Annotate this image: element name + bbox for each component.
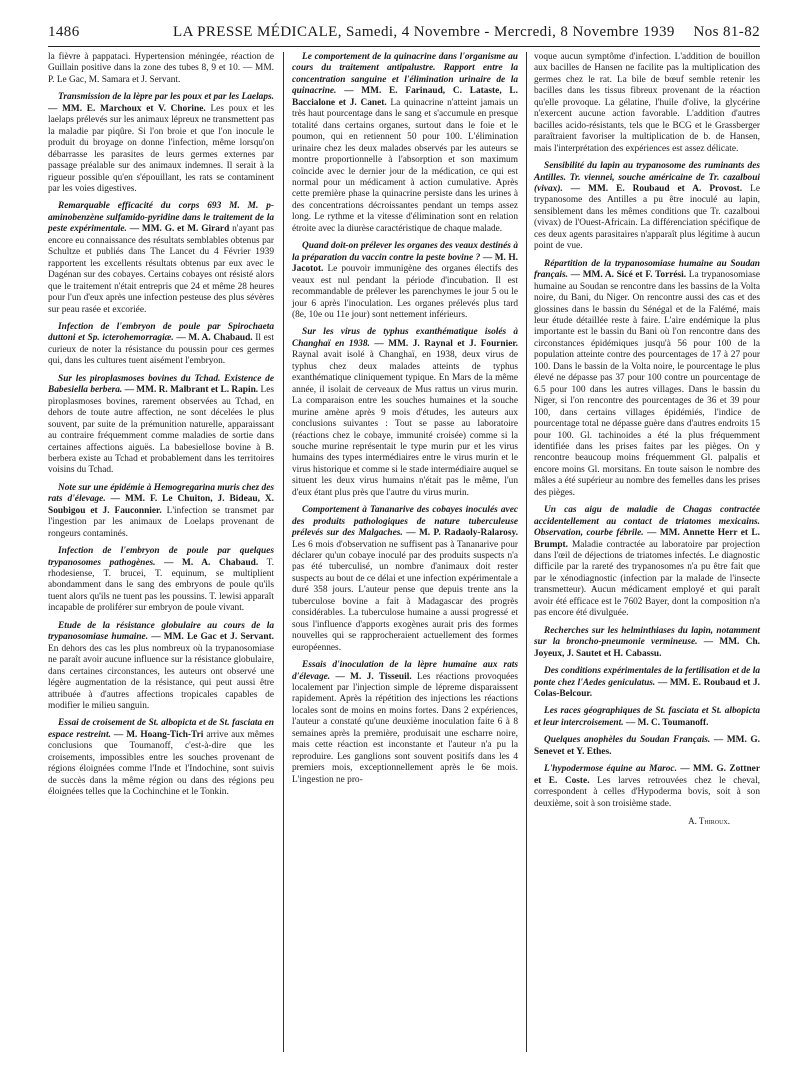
abstract-authors: — MM. E. Marchoux et V. Chorine. (48, 103, 206, 114)
abstract-body: La quinacrine n'atteint jamais un très haut pourcentage dans le sang et s'accumule en presque totalité dans certains organes, surtout dans le foie et le poumon, qui en retiennent 50 pour 100. L'élimination urinaire chez les deux malades observés par les auteurs se montre proportionnelle à l'absorption et son maximum coïncide avec le dernier jour de la médication, ce qui est normal pour un médicament à action cumulative. Après cette première phase la quinacrine persiste dans les urines à des concentrations décroissantes pendant un temps assez long. Le rythme et la vitesse d'élimination sont en relation étroite avec la diurèse caractéristique de chaque malade. (292, 97, 518, 234)
abstract-paragraph (534, 505, 760, 620)
signature (534, 816, 760, 827)
abstract-body: Le trypanosome des Antilles a pu être inoculé au lapin, sensiblement dans les mêmes conditions que Tr. cazalboui (vivax) de l'Ouest-Africain. La différenciation spécifique de ces deux agents parasitaires n'apparaît plus légitime à aucun point de vue. (534, 183, 760, 252)
abstract-title: Infection de l'embryon de poule par quelques trypanosomes pathogènes. (48, 546, 274, 568)
abstract-title: Quand doit-on prélever les organes des veaux destinés à la préparation du vaccin contre la peste bovine ? (292, 241, 518, 263)
abstract-authors: — MM. R. Malbrant et L. Rapin. (124, 385, 259, 396)
abstract-title: Transmission de la lèpre par les poux et par les Laelaps. (58, 92, 274, 103)
abstract-paragraph (534, 52, 760, 155)
abstract-authors: — MM. G. Senevet et Y. Ethes. (534, 735, 761, 757)
abstract-paragraph (534, 626, 760, 660)
abstract-body: voque aucun symptôme d'infection. L'addition de bouillon aux bacilles de Hansen ne facilite pas la multiplication des germes chez le rat. La bile de bœuf semble retenir les bacilles dans les tissus fibreux provenant de la réaction qu'elle provoque. La gélatine, l'huile d'olive, la glycérine n'exercent aucune action favorable. L'addition d'autres bacilles acido-résistants, tels que le BCG et le Grassberger paraîtraient favoriser la multiplication de b. de Hansen, mais l'interprétation des expériences est assez délicate. (534, 52, 760, 154)
abstract-paragraph (48, 546, 274, 615)
issue-number: Nos 81-82 (693, 24, 760, 40)
abstract-body: Les poux et les laelaps prélevés sur les animaux lépreux ne transmettent pas la maladie par piqûre. Si l'on broie et que l'on inocule le produit du broyage on donne l'infection, même lorsqu'on débarrasse les parasites de leurs germes externes par passage préalable sur des animaux indemnes. Il serait à la rigueur possible qu'en s'épouillant, les rats se contaminent par les voies digestives. (48, 103, 275, 194)
column-2 (292, 52, 518, 792)
abstract-authors: — MM. E. Roubaud et J. Colas-Belcour. (534, 677, 761, 700)
abstract-title: Sur les virus de typhus exanthématique isolés à Changhaï en 1938. (292, 327, 518, 349)
abstract-paragraph (48, 52, 274, 86)
header-rule (48, 46, 760, 47)
abstract-title: Les races géographiques de St. fasciata et St. albopicta et leur intercroisement. (534, 706, 760, 728)
abstract-paragraph (48, 374, 274, 477)
column-separator (526, 52, 527, 1052)
signature-text: A. Thiroux. (688, 816, 730, 827)
abstract-body: Il est curieux de noter la résistance du poussin pour ces germes qui, dans les cultures tuent aisément l'embryon. (48, 333, 274, 367)
abstract-paragraph (534, 161, 760, 253)
abstract-authors: — M. H. Jacotot. (292, 252, 518, 275)
abstract-paragraph (534, 735, 760, 758)
abstract-title: Sur les piroplasmoses bovines du Tchad. Existence de Babesiella berbera. (48, 373, 274, 396)
abstract-title: L'hypodermose équine au Maroc. (544, 764, 677, 775)
abstract-authors: — MM. A. Sicé et F. Torrési. (570, 270, 687, 281)
abstract-body: Raynal avait isolé à Changhaï, en 1938, deux virus de typhus chez deux malades atteints de typhus exanthématique cliniquement typique. En Mars de la même année, il isolait de cerveaux de Mus rattus un virus murin. La comparaison entre les souches humaines et la souche murine amène après 9 mois d'études, les auteurs aux conclusions suivantes : Tout se passe au laboratoire (réactions chez le cobaye, immunité croisée) comme si la souche murine représentait le type murin pur et les virus humains des types intermédiaires entre le virus murin et le virus historique et comme si le stade intermédiaire auquel se situent les deux virus humains n'était pas le même, l'un d'eux étant plus près que l'autre du virus murin. (292, 350, 518, 498)
abstract-authors: — M. A. Chabaud. (164, 557, 259, 568)
abstract-title: Le comportement de la quinacrine dans l'organisme au cours du traitement antipalustre. Rapport entre la concentration sanguine et l'élimination urinaire de la quinacrine. (292, 52, 518, 97)
abstract-authors: — M. A. Chabaud. (176, 333, 253, 344)
abstract-paragraph (48, 621, 274, 713)
abstract-title: Etude de la résistance globulaire au cours de la trypanosomiase humaine. (48, 620, 274, 643)
abstract-paragraph (292, 241, 518, 321)
column-1 (48, 52, 274, 805)
abstract-title: Remarquable efficacité du corps 693 M. M. p-aminobenzène sulfamido-pyridine dans le traitement de la peste expérimentale. (48, 201, 274, 235)
abstract-body: Les 6 mois d'observation ne suffisent pas à Tananarive pour déclarer qu'un cobaye inoculé par des produits suspects n'a pas été tuberculisé, un nombre d'animaux doit rester suspects au bout de ce délai et une infection expérimentale a duré 358 jours. L'auteur pense que depuis trente ans la tuberculose bovine a fait à Madagascar des progrès considérables. La tuberculose humaine a aussi progressé et sous l'influence d'apports exogènes aurait pris des formes nouvelles qui se rapprocheraient actuellement des formes européennes. (292, 539, 518, 653)
abstract-title: Note sur une épidémie à Hemogregarina muris chez des rats d'élevage. (48, 482, 274, 505)
abstract-body: L'infection se transmet par l'ingestion par les animaux de Loelaps provenant de rongeurs contaminés. (48, 505, 274, 539)
page-header (48, 24, 760, 42)
abstract-paragraph (48, 322, 274, 368)
abstract-paragraph (48, 92, 274, 195)
abstract-body: La trypanosomiase humaine au Soudan se rencontre dans les bassins de la Volta noire, du Bani, du Niger. On rencontre aussi des cas et des glossines dans le bassin du Sénégal et de la Falémé, mais leur étude détaillée reste à faire. L'aire endémique la plus importante est le bassin du Bani où l'on rencontre dans des circonstances épidémiques jusqu'à 56 pour 100 de la population atteinte contre des pourcentages de 17 à 27 pour 100. Dans le bassin de la Volta noire, le pourcentage le plus élevé ne dépasse pas 37 pour 100 contre un pourcentage de 6.5 pour 100 dans les autres villages. Dans le bassin du Niger, si l'on rencontre des pourcentages de 36 et 39 pour 100, dans certains villages épidémiés, l'indice de pourcentage total ne dépasse guère dans d'autres endroits 15 pour 100. Gl. tachinoides a été la plus fréquemment identifiée dans les prises faites par les pièges. On y rencontre beaucoup moins fréquemment Gl. palpalis et encore moins Gl. morsitans. En toute saison le nombre des mâles a été supérieur au nombre des femelles dans les prises des pièges. (534, 270, 760, 498)
abstract-authors: — MM. G. Zottner et E. Coste. (534, 764, 760, 786)
abstract-paragraph (534, 764, 760, 810)
abstract-body: Les réactions provoquées localement par l'injection simple de lépreme disparaissent rapidement. Après la répétition des injections les réactions locales sont de moins en moins fortes. Dans 2 expériences, l'auteur a constaté qu'une deuxième inoculation faite 6 à 8 semaines après la première, produisait une escharre noire, mais cette réaction est inconstante et l'auteur n'a pu la reproduire. Les ganglions sont souvent positifs dans les 4 premiers mois, exceptionnellement après le 6e mois. L'ingestion ne pro- (292, 671, 518, 785)
abstract-paragraph (292, 660, 518, 786)
abstract-paragraph (292, 52, 518, 235)
abstract-body: En dehors des cas les plus nombreux où la trypanosomiase ne paraît avoir aucune influence sur la résistance globulaire, dans certaines circonstances, les auteurs ont observé une légère augmentation de la résistance, qui peut aussi être attribuée à d'autres affections tropicales capables de modifier le milieu sanguin. (48, 643, 274, 712)
abstract-authors: — M. J. Tisseuil. (335, 671, 412, 682)
abstract-title: Sensibilité du lapin au trypanosome des ruminants des Antilles. Tr. viennei, souche américaine de Tr. cazalboui (vivax). (534, 161, 760, 194)
abstract-title: Comportement à Tananarive des cobayes inoculés avec des produits pathologiques de nature tuberculeuse prélevés sur des Malgaches. (292, 505, 518, 539)
abstract-paragraph (48, 201, 274, 316)
abstract-authors: — MM. E. Farinaud, C. Lataste, L. Baccialone et J. Canet. (292, 86, 518, 108)
abstract-authors: — MM. Le Gac et J. Servant. (151, 632, 274, 643)
abstract-paragraph (534, 259, 760, 500)
journal-title: LA PRESSE MÉDICALE, Samedi, 4 Novembre - Mercredi, 8 Novembre 1939 (173, 24, 675, 40)
abstract-authors: — MM. Ch. Joyeux, J. Sautet et H. Cabassu. (534, 637, 760, 659)
abstract-authors: — MM. Annette Herr et L. Brumpt. (534, 528, 760, 550)
abstract-paragraph (48, 718, 274, 798)
abstract-body: n'ayant pas encore eu connaissance des résultats semblables obtenus par Schultze et publiés dans The Lancet du 4 Février 1939 rapportent les excellents résultats obtenus par eux avec le Dagénan sur des cobayes. Certains cobayes ont résisté alors que le traitement n'était entrepris que 24 et même 28 heures pour l'un d'eux après une infection pesteuse des plus sévères sur peau rasée et excoriée. (48, 224, 274, 315)
abstract-body: la fièvre à pappataci. Hypertension méningée, réaction de Guillain positive dans la zone des tubes 8, 9 et 10. — MM. P. Le Gac, M. Samara et J. Servant. (48, 52, 274, 85)
abstract-paragraph (292, 505, 518, 654)
abstract-title: Recherches sur les helminthiases du lapin, notamment sur la broncho-pneumonie vermineuse. (534, 625, 760, 648)
abstract-title: Des conditions expérimentales de la fertilisation et de la ponte chez l'Aedes geniculatus. (534, 666, 760, 688)
abstract-paragraph (48, 483, 274, 540)
abstract-paragraph (292, 327, 518, 499)
abstract-title: Essai de croisement de St. albopicta et de St. fasciata en espace restreint. (48, 718, 274, 740)
abstract-title: Essais d'inoculation de la lèpre humaine aux rats d'élevage. (292, 660, 518, 682)
abstract-authors: — MM. G. et M. Girard (129, 224, 230, 235)
abstract-title: Infection de l'embryon de poule par Spirochaeta duttoni et Sp. icterohemorragiæ. (48, 321, 274, 344)
abstract-authors: — MM. J. Raynal et J. Fournier. (374, 338, 518, 349)
abstract-body: arrive aux mêmes conclusions que Toumanoff, c'est-à-dire que les croisements, impossibles entre les souches provenant de régions éloignées comme l'Inde et l'Indochine, sont suivis de succès dans la même région ou dans des régions peu éloignées telles que la Cochinchine et le Tonkin. (48, 729, 275, 798)
abstract-authors: — M. P. Radaoly-Ralarosy. (406, 528, 518, 539)
abstract-authors: — M. Hoang-Tich-Tri (113, 729, 204, 740)
abstract-authors: — M. C. Toumanoff. (625, 717, 709, 728)
abstract-title: Répartition de la trypanosomiase humaine au Soudan français. (534, 258, 760, 281)
abstract-authors: — MM. E. Roubaud et A. Provost. (570, 183, 743, 194)
abstract-body: Les larves retrouvées chez le cheval, correspondent à celles d'Hypoderma bovis, soit à son deuxième, soit à son troisième stade. (534, 775, 761, 809)
abstract-body: Les piroplasmoses bovines, rarement observées au Tchad, en dehors de toute autre affection, ne sont décelées le plus souvent, par suite de la prémunition naturelle, apparaissant au contraire fréquemment comme maladies de sortie dans certaines affections aiguës. La babesiellose bovine à B. berbera existe au Tchad et probablement dans les territoires voisins du Tchad. (48, 385, 274, 476)
column-3 (534, 52, 760, 828)
abstract-title: Un cas aigu de maladie de Chagas contractée accidentellement au contact de triatomes mexicains. Observation, courbe fébrile. (534, 505, 760, 539)
abstract-body: Maladie contractée au laboratoire par projection dans l'œil de déjections de triatomes infectés. Le diagnostic difficile par la rareté des trypanosomes n'a pu être fait que par le xénodiagnostic (infection par la malade de l'insecte transmetteur). Aucun médicament employé et qui paraît avoir été efficace est le 7602 Bayer, dont la composition n'a pas encore été divulguée. (534, 539, 760, 619)
abstract-paragraph (534, 706, 760, 729)
column-separator (283, 52, 284, 1052)
abstract-title: Quelques anophèles du Soudan Français. (544, 735, 711, 746)
abstract-paragraph (534, 666, 760, 700)
abstract-body: Le pouvoir immunigène des organes électifs des veaux est nul pendant la période d'incubation. Il est recommandable de prélever les parenchymes le jour 5 ou le jour 6 après l'inoculation. Les organes prélevés plus tard (8e, 10e ou 11e jour) sont nettement inférieurs. (292, 264, 518, 320)
abstract-authors: — MM. F. Le Chuiton, J. Bideau, X. Soubigou et J. Fauconnier. (48, 494, 274, 516)
abstract-body: T. rhodesiense, T. brucei, T. equinum, se multiplient abondamment dans le sang des embryons de poule qu'ils tuent alors qu'ils ne tuent pas les poussins. T. lewisi apparaît incapable de proliférer sur embryon de poule vivant. (48, 557, 274, 614)
page-number: 1486 (48, 24, 80, 40)
